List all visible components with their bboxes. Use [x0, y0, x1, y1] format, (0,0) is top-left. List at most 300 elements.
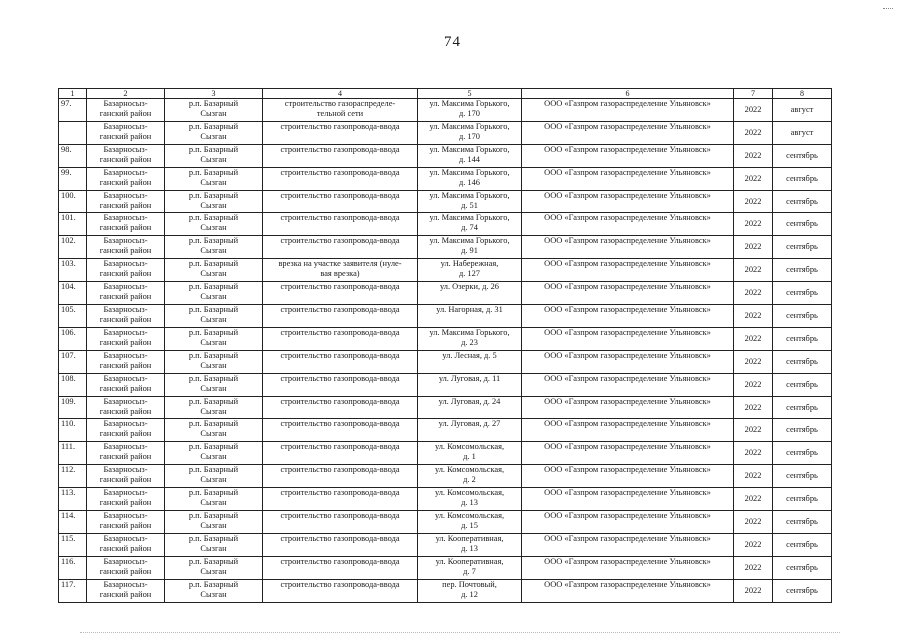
row-number-cell: 106.	[59, 327, 87, 350]
address-cell-line: ул. Озерки, д. 26	[439, 282, 499, 292]
locality-cell-line: Сызган	[200, 200, 227, 210]
work-type-cell	[263, 488, 418, 511]
table-row	[59, 213, 832, 236]
address-cell	[418, 121, 522, 144]
month-cell: сентябрь	[773, 396, 832, 419]
district-cell	[87, 259, 165, 282]
organization-cell: ООО «Газпром газораспределение Ульяновск»	[522, 327, 734, 350]
month-cell: сентябрь	[773, 488, 832, 511]
year-cell: 2022	[734, 167, 773, 190]
district-cell	[87, 511, 165, 534]
address-cell-line: д. 15	[461, 521, 478, 531]
locality-cell-line: Сызган	[200, 315, 227, 325]
year-cell: 2022	[734, 511, 773, 534]
organization-cell: ООО «Газпром газораспределение Ульяновск»	[522, 488, 734, 511]
locality-cell-line: р.п. Базарный	[188, 144, 239, 154]
column-header: 3	[165, 89, 263, 99]
table-row	[59, 99, 832, 122]
year-cell: 2022	[734, 327, 773, 350]
district-cell-line: ганский район	[99, 406, 152, 416]
district-cell-line: Базарносыз-	[103, 236, 148, 246]
year-cell: 2022	[734, 213, 773, 236]
address-cell-line: д. 12	[461, 589, 478, 599]
work-type-cell-line: строительство газопровода-ввода	[280, 167, 400, 177]
district-cell-line: ганский район	[99, 543, 152, 553]
address-cell-line: д. 170	[458, 131, 480, 141]
column-header: 4	[263, 89, 418, 99]
year-cell: 2022	[734, 396, 773, 419]
address-cell	[418, 236, 522, 259]
month-cell: сентябрь	[773, 305, 832, 328]
district-cell-line: Базарносыз-	[103, 305, 148, 315]
year-cell: 2022	[734, 488, 773, 511]
district-cell-line: Базарносыз-	[103, 533, 148, 543]
district-cell	[87, 419, 165, 442]
locality-cell-line: Сызган	[200, 475, 227, 485]
district-cell-line: ганский район	[99, 177, 152, 187]
organization-cell: ООО «Газпром газораспределение Ульяновск»	[522, 533, 734, 556]
address-cell-line: д. 144	[458, 154, 480, 164]
district-cell-line: Базарносыз-	[103, 488, 148, 498]
district-cell-line: ганский район	[99, 475, 152, 485]
district-cell-line: Базарносыз-	[103, 167, 148, 177]
table-row	[59, 259, 832, 282]
work-type-cell-line: строительство газопровода-ввода	[280, 373, 400, 383]
locality-cell	[165, 350, 263, 373]
district-cell-line: ганский район	[99, 223, 152, 233]
row-number-cell: 107.	[59, 350, 87, 373]
work-type-cell	[263, 579, 418, 602]
locality-cell	[165, 511, 263, 534]
locality-cell-line: р.п. Базарный	[188, 488, 239, 498]
row-number-cell: 100.	[59, 190, 87, 213]
district-cell	[87, 305, 165, 328]
table-row	[59, 556, 832, 579]
locality-cell	[165, 167, 263, 190]
locality-cell	[165, 465, 263, 488]
locality-cell	[165, 213, 263, 236]
district-cell-line: ганский район	[99, 315, 152, 325]
month-cell: сентябрь	[773, 144, 832, 167]
address-cell	[418, 579, 522, 602]
district-cell-line: ганский район	[99, 589, 152, 599]
row-number-cell: 98.	[59, 144, 87, 167]
work-type-cell-line: вая врезка)	[320, 269, 360, 279]
month-cell: сентябрь	[773, 282, 832, 305]
work-type-cell	[263, 396, 418, 419]
district-cell	[87, 190, 165, 213]
locality-cell-line: р.п. Базарный	[188, 465, 239, 475]
organization-cell: ООО «Газпром газораспределение Ульяновск»	[522, 442, 734, 465]
district-cell	[87, 556, 165, 579]
row-number-cell: 99.	[59, 167, 87, 190]
address-cell-line: ул. Максима Горького,	[429, 144, 510, 154]
address-cell-line: д. 74	[461, 223, 478, 233]
work-type-cell-line: строительство газопровода-ввода	[280, 533, 400, 543]
address-cell	[418, 167, 522, 190]
address-cell-line: д. 2	[463, 475, 476, 485]
work-type-cell	[263, 99, 418, 122]
locality-cell-line: Сызган	[200, 406, 227, 416]
district-cell	[87, 99, 165, 122]
work-type-cell	[263, 190, 418, 213]
work-type-cell-line: строительство газопровода-ввода	[280, 488, 400, 498]
work-type-cell	[263, 236, 418, 259]
work-type-cell-line: строительство газопровода-ввода	[280, 511, 400, 521]
work-type-cell-line: строительство газопровода-ввода	[280, 396, 400, 406]
address-cell-line: д. 1	[463, 452, 476, 462]
address-cell-line: ул. Комсомольская,	[434, 488, 505, 498]
district-cell	[87, 144, 165, 167]
table-row	[59, 350, 832, 373]
work-type-cell-line: строительство газопровода-ввода	[280, 465, 400, 475]
scan-artifact-line	[80, 632, 840, 636]
row-number-cell	[59, 121, 87, 144]
row-number-cell: 101.	[59, 213, 87, 236]
column-header: 8	[773, 89, 832, 99]
work-type-cell	[263, 282, 418, 305]
address-cell-line: ул. Комсомольская,	[434, 511, 505, 521]
year-cell: 2022	[734, 282, 773, 305]
row-number-cell: 108.	[59, 373, 87, 396]
year-cell: 2022	[734, 259, 773, 282]
work-type-cell	[263, 167, 418, 190]
address-cell-line: ул. Максима Горького,	[429, 327, 510, 337]
locality-cell	[165, 121, 263, 144]
work-type-cell-line: строительство газопровода-ввода	[280, 144, 400, 154]
address-cell-line: ул. Лесная, д. 5	[442, 350, 497, 360]
table-row	[59, 488, 832, 511]
month-cell: сентябрь	[773, 579, 832, 602]
locality-cell-line: р.п. Базарный	[188, 282, 239, 292]
district-cell-line: Базарносыз-	[103, 144, 148, 154]
locality-cell-line: Сызган	[200, 177, 227, 187]
district-cell-line: Базарносыз-	[103, 327, 148, 337]
locality-cell-line: р.п. Базарный	[188, 419, 239, 429]
month-cell: сентябрь	[773, 213, 832, 236]
row-number-cell: 112.	[59, 465, 87, 488]
table-row	[59, 167, 832, 190]
row-number-cell: 97.	[59, 99, 87, 122]
work-type-cell-line: строительство газопровода-ввода	[280, 556, 400, 566]
row-number-cell: 117.	[59, 579, 87, 602]
locality-cell-line: р.п. Базарный	[188, 350, 239, 360]
locality-cell-line: Сызган	[200, 292, 227, 302]
district-cell-line: Базарносыз-	[103, 99, 148, 108]
district-cell-line: ганский район	[99, 200, 152, 210]
locality-cell-line: р.п. Базарный	[188, 396, 239, 406]
organization-cell: ООО «Газпром газораспределение Ульяновск»	[522, 350, 734, 373]
column-header: 6	[522, 89, 734, 99]
locality-cell-line: Сызган	[200, 154, 227, 164]
work-type-cell	[263, 419, 418, 442]
year-cell: 2022	[734, 533, 773, 556]
locality-cell-line: Сызган	[200, 131, 227, 141]
month-cell: сентябрь	[773, 327, 832, 350]
locality-cell	[165, 259, 263, 282]
address-cell	[418, 350, 522, 373]
address-cell-line: д. 23	[461, 337, 478, 347]
district-cell-line: Базарносыз-	[103, 511, 148, 521]
district-cell	[87, 579, 165, 602]
work-type-cell-line: строительство газораспределе-	[284, 99, 396, 108]
month-cell: сентябрь	[773, 167, 832, 190]
month-cell: сентябрь	[773, 236, 832, 259]
organization-cell: ООО «Газпром газораспределение Ульяновск»	[522, 259, 734, 282]
district-cell	[87, 488, 165, 511]
address-cell	[418, 465, 522, 488]
work-type-cell	[263, 121, 418, 144]
work-type-cell	[263, 259, 418, 282]
table-row	[59, 373, 832, 396]
table-header-row	[59, 89, 832, 99]
address-cell-line: пер. Почтовый,	[442, 579, 497, 589]
address-cell-line: д. 170	[458, 109, 480, 118]
address-cell	[418, 419, 522, 442]
address-cell-line: д. 13	[461, 498, 478, 508]
district-cell-line: ганский район	[99, 292, 152, 302]
organization-cell: ООО «Газпром газораспределение Ульяновск»	[522, 556, 734, 579]
address-cell-line: д. 91	[461, 246, 478, 256]
address-cell	[418, 144, 522, 167]
table-row	[59, 190, 832, 213]
district-cell-line: Базарносыз-	[103, 442, 148, 452]
locality-cell	[165, 488, 263, 511]
district-cell-line: Базарносыз-	[103, 396, 148, 406]
organization-cell: ООО «Газпром газораспределение Ульяновск»	[522, 167, 734, 190]
organization-cell: ООО «Газпром газораспределение Ульяновск»	[522, 282, 734, 305]
district-cell-line: ганский район	[99, 269, 152, 279]
address-cell	[418, 533, 522, 556]
year-cell: 2022	[734, 579, 773, 602]
district-cell-line: Базарносыз-	[103, 259, 148, 269]
locality-cell-line: р.п. Базарный	[188, 442, 239, 452]
district-cell-line: Базарносыз-	[103, 419, 148, 429]
address-cell-line: д. 13	[461, 543, 478, 553]
locality-cell-line: Сызган	[200, 223, 227, 233]
locality-cell-line: Сызган	[200, 246, 227, 256]
month-cell: сентябрь	[773, 442, 832, 465]
address-cell-line: ул. Максима Горького,	[429, 121, 510, 131]
locality-cell-line: Сызган	[200, 109, 227, 118]
locality-cell	[165, 99, 263, 122]
work-type-cell-line: строительство газопровода-ввода	[280, 236, 400, 246]
district-cell-line: ганский район	[99, 498, 152, 508]
address-cell-line: ул. Максима Горького,	[429, 167, 510, 177]
locality-cell-line: р.п. Базарный	[188, 167, 239, 177]
address-cell-line: ул. Нагорная, д. 31	[436, 305, 503, 315]
work-type-cell	[263, 511, 418, 534]
address-cell-line: ул. Кооперативная,	[435, 556, 504, 566]
table-row	[59, 579, 832, 602]
month-cell: сентябрь	[773, 511, 832, 534]
work-type-cell	[263, 213, 418, 236]
work-type-cell	[263, 350, 418, 373]
organization-cell: ООО «Газпром газораспределение Ульяновск»	[522, 396, 734, 419]
month-cell: сентябрь	[773, 350, 832, 373]
table-row	[59, 121, 832, 144]
work-type-cell-line: строительство газопровода-ввода	[280, 305, 400, 315]
table-row	[59, 396, 832, 419]
district-cell	[87, 396, 165, 419]
month-cell: сентябрь	[773, 533, 832, 556]
district-cell-line: Базарносыз-	[103, 579, 148, 589]
address-cell	[418, 396, 522, 419]
locality-cell-line: р.п. Базарный	[188, 511, 239, 521]
district-cell-line: ганский район	[99, 109, 152, 118]
organization-cell: ООО «Газпром газораспределение Ульяновск»	[522, 99, 734, 122]
locality-cell	[165, 396, 263, 419]
work-type-cell-line: строительство газопровода-ввода	[280, 442, 400, 452]
organization-cell: ООО «Газпром газораспределение Ульяновск»	[522, 511, 734, 534]
organization-cell: ООО «Газпром газораспределение Ульяновск»	[522, 373, 734, 396]
organization-cell: ООО «Газпром газораспределение Ульяновск»	[522, 579, 734, 602]
address-cell-line: д. 127	[458, 269, 480, 279]
district-cell-line: ганский район	[99, 452, 152, 462]
year-cell: 2022	[734, 556, 773, 579]
work-type-cell-line: строительство газопровода-ввода	[280, 579, 400, 589]
district-cell-line: ганский район	[99, 383, 152, 393]
month-cell: август	[773, 121, 832, 144]
address-cell	[418, 282, 522, 305]
work-type-cell	[263, 442, 418, 465]
work-type-cell-line: строительство газопровода-ввода	[280, 213, 400, 223]
locality-cell	[165, 533, 263, 556]
address-cell	[418, 213, 522, 236]
locality-cell-line: Сызган	[200, 521, 227, 531]
table-row	[59, 465, 832, 488]
locality-cell	[165, 373, 263, 396]
district-cell-line: Базарносыз-	[103, 190, 148, 200]
locality-cell	[165, 419, 263, 442]
organization-cell: ООО «Газпром газораспределение Ульяновск»	[522, 213, 734, 236]
district-cell-line: Базарносыз-	[103, 556, 148, 566]
locality-cell-line: Сызган	[200, 566, 227, 576]
district-cell	[87, 167, 165, 190]
locality-cell-line: р.п. Базарный	[188, 327, 239, 337]
locality-cell-line: р.п. Базарный	[188, 373, 239, 383]
address-cell-line: ул. Комсомольская,	[434, 442, 505, 452]
year-cell: 2022	[734, 121, 773, 144]
month-cell: сентябрь	[773, 190, 832, 213]
locality-cell-line: р.п. Базарный	[188, 236, 239, 246]
address-cell-line: ул. Максима Горького,	[429, 213, 510, 223]
year-cell: 2022	[734, 373, 773, 396]
locality-cell	[165, 190, 263, 213]
district-cell-line: Базарносыз-	[103, 373, 148, 383]
row-number-cell: 111.	[59, 442, 87, 465]
district-cell	[87, 236, 165, 259]
address-cell	[418, 190, 522, 213]
address-cell-line: ул. Луговая, д. 11	[438, 373, 501, 383]
locality-cell-line: Сызган	[200, 429, 227, 439]
work-type-cell-line: строительство газопровода-ввода	[280, 190, 400, 200]
page-number: 74	[444, 34, 461, 50]
locality-cell-line: р.п. Базарный	[188, 121, 239, 131]
work-type-cell-line: строительство газопровода-ввода	[280, 327, 400, 337]
row-number-cell: 110.	[59, 419, 87, 442]
locality-cell-line: р.п. Базарный	[188, 533, 239, 543]
month-cell: сентябрь	[773, 556, 832, 579]
district-cell-line: Базарносыз-	[103, 465, 148, 475]
address-cell-line: ул. Набережная,	[440, 259, 499, 269]
scan-corner-mark	[883, 8, 893, 10]
locality-cell-line: Сызган	[200, 383, 227, 393]
district-cell-line: Базарносыз-	[103, 121, 148, 131]
locality-cell-line: р.п. Базарный	[188, 259, 239, 269]
locality-cell	[165, 327, 263, 350]
row-number-cell: 104.	[59, 282, 87, 305]
locality-cell-line: Сызган	[200, 452, 227, 462]
organization-cell: ООО «Газпром газораспределение Ульяновск»	[522, 190, 734, 213]
district-cell	[87, 533, 165, 556]
district-cell-line: ганский район	[99, 131, 152, 141]
locality-cell	[165, 556, 263, 579]
table-row	[59, 419, 832, 442]
table-row	[59, 511, 832, 534]
year-cell: 2022	[734, 419, 773, 442]
address-cell	[418, 442, 522, 465]
year-cell: 2022	[734, 305, 773, 328]
gas-pipeline-schedule-table	[58, 88, 832, 603]
table-body	[59, 99, 832, 603]
organization-cell: ООО «Газпром газораспределение Ульяновск»	[522, 236, 734, 259]
district-cell	[87, 350, 165, 373]
table-row	[59, 236, 832, 259]
address-cell	[418, 99, 522, 122]
address-cell-line: ул. Комсомольская,	[434, 465, 505, 475]
district-cell-line: ганский район	[99, 337, 152, 347]
address-cell-line: ул. Максима Горького,	[429, 190, 510, 200]
row-number-cell: 116.	[59, 556, 87, 579]
row-number-cell: 113.	[59, 488, 87, 511]
table-row	[59, 305, 832, 328]
column-header: 1	[59, 89, 87, 99]
district-cell-line: ганский район	[99, 566, 152, 576]
address-cell-line: ул. Максима Горького,	[429, 236, 510, 246]
locality-cell	[165, 144, 263, 167]
year-cell: 2022	[734, 350, 773, 373]
organization-cell: ООО «Газпром газораспределение Ульяновск»	[522, 419, 734, 442]
table-row	[59, 282, 832, 305]
work-type-cell-line: строительство газопровода-ввода	[280, 350, 400, 360]
locality-cell	[165, 579, 263, 602]
address-cell-line: ул. Кооперативная,	[435, 533, 504, 543]
work-type-cell	[263, 327, 418, 350]
table-row	[59, 442, 832, 465]
year-cell: 2022	[734, 190, 773, 213]
locality-cell-line: Сызган	[200, 360, 227, 370]
work-type-cell-line: тельной сети	[316, 109, 364, 118]
row-number-cell: 102.	[59, 236, 87, 259]
row-number-cell: 114.	[59, 511, 87, 534]
year-cell: 2022	[734, 442, 773, 465]
district-cell-line: ганский район	[99, 154, 152, 164]
locality-cell-line: Сызган	[200, 337, 227, 347]
month-cell: сентябрь	[773, 465, 832, 488]
locality-cell-line: Сызган	[200, 269, 227, 279]
organization-cell: ООО «Газпром газораспределение Ульяновск»	[522, 121, 734, 144]
district-cell	[87, 121, 165, 144]
year-cell: 2022	[734, 144, 773, 167]
work-type-cell	[263, 533, 418, 556]
address-cell	[418, 511, 522, 534]
address-cell	[418, 327, 522, 350]
locality-cell-line: р.п. Базарный	[188, 305, 239, 315]
district-cell	[87, 373, 165, 396]
district-cell	[87, 327, 165, 350]
address-cell	[418, 259, 522, 282]
